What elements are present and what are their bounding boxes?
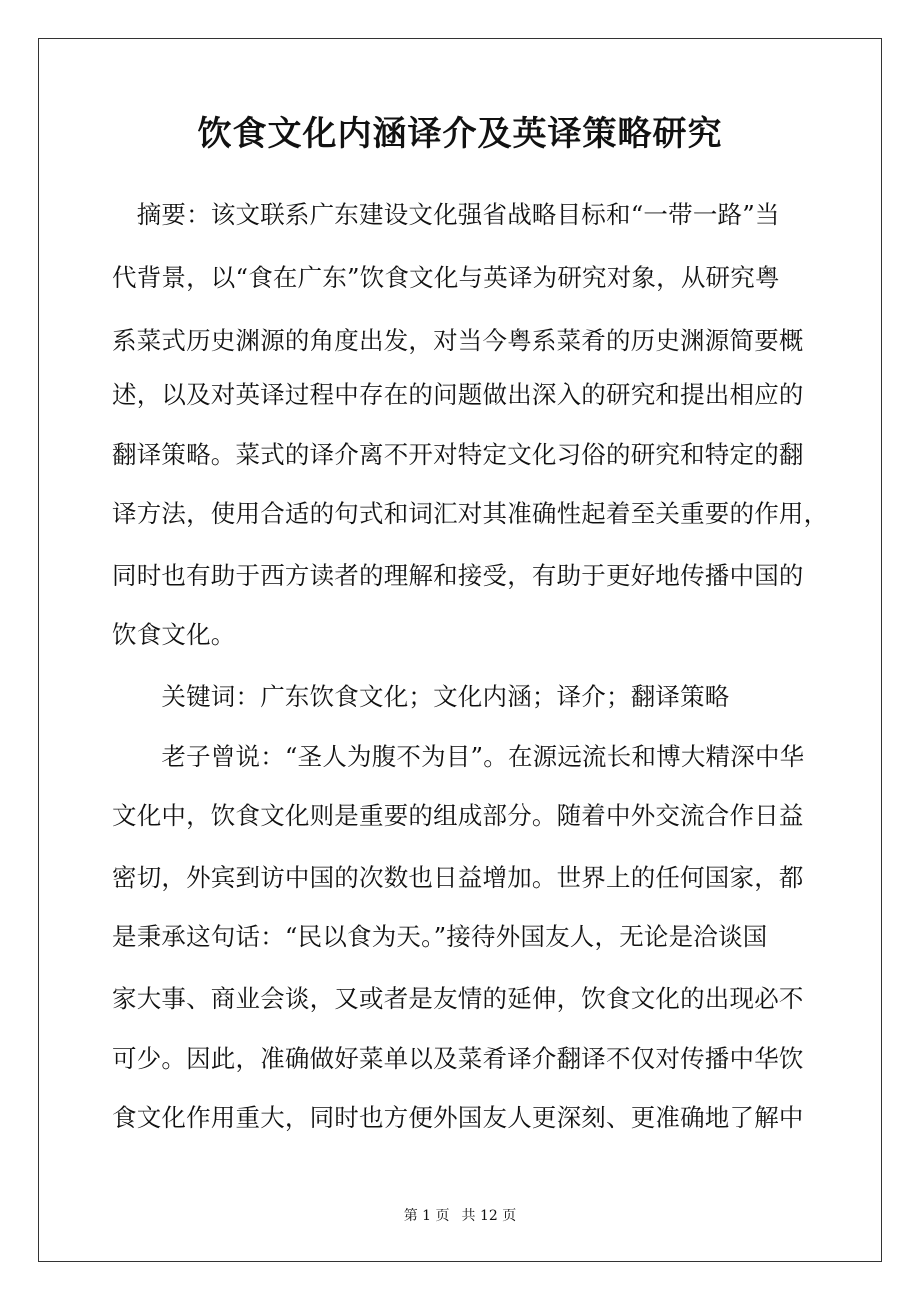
text-line: 家大事、商业会谈，又或者是友情的延伸，饮食文化的出现必不: [112, 984, 804, 1013]
text-line: 可少。因此，准确做好菜单以及菜肴译介翻译不仅对传播中华饮: [112, 1044, 804, 1073]
text-line: 摘要：该文联系广东建设文化强省战略目标和“一带一路”当: [112, 200, 780, 229]
text-line: 述，以及对英译过程中存在的问题做出深入的研究和提出相应的: [112, 380, 804, 409]
page-number: 第 1 页: [403, 1208, 450, 1224]
document-title: 饮食文化内涵译介及英译策略研究: [197, 114, 723, 154]
text-line: 代背景，以“食在广东”饮食文化与英译为研究对象，从研究粤: [112, 263, 780, 292]
text-line: 食文化作用重大，同时也方便外国友人更深刻、更准确地了解中: [112, 1103, 804, 1132]
text-line: 是秉承这句话：“民以食为天。”接待外国友人，无论是洽谈国: [112, 922, 768, 951]
text-line: 同时也有助于西方读者的理解和接受，有助于更好地传播中国的: [112, 561, 804, 590]
text-line: 翻译策略。菜式的译介离不开对特定文化习俗的研究和特定的翻: [112, 440, 804, 469]
text-line: 系菜式历史渊源的角度出发，对当今粤系菜肴的历史渊源简要概: [112, 326, 804, 355]
text-line: 老子曾说：“圣人为腹不为目”。在源远流长和博大精深中华: [112, 742, 805, 771]
text-line: 文化中，饮食文化则是重要的组成部分。随着中外交流合作日益: [112, 801, 804, 830]
page-total: 共 12 页: [461, 1208, 517, 1224]
page-footer: [0, 1206, 920, 1226]
keywords-line: 关键词：广东饮食文化；文化内涵；译介；翻译策略: [112, 682, 730, 711]
text-line: 译方法，使用合适的句式和词汇对其准确性起着至关重要的作用，: [112, 499, 829, 528]
text-line: 饮食文化。: [112, 620, 236, 649]
text-line: 密切，外宾到访中国的次数也日益增加。世界上的任何国家，都: [112, 863, 804, 892]
